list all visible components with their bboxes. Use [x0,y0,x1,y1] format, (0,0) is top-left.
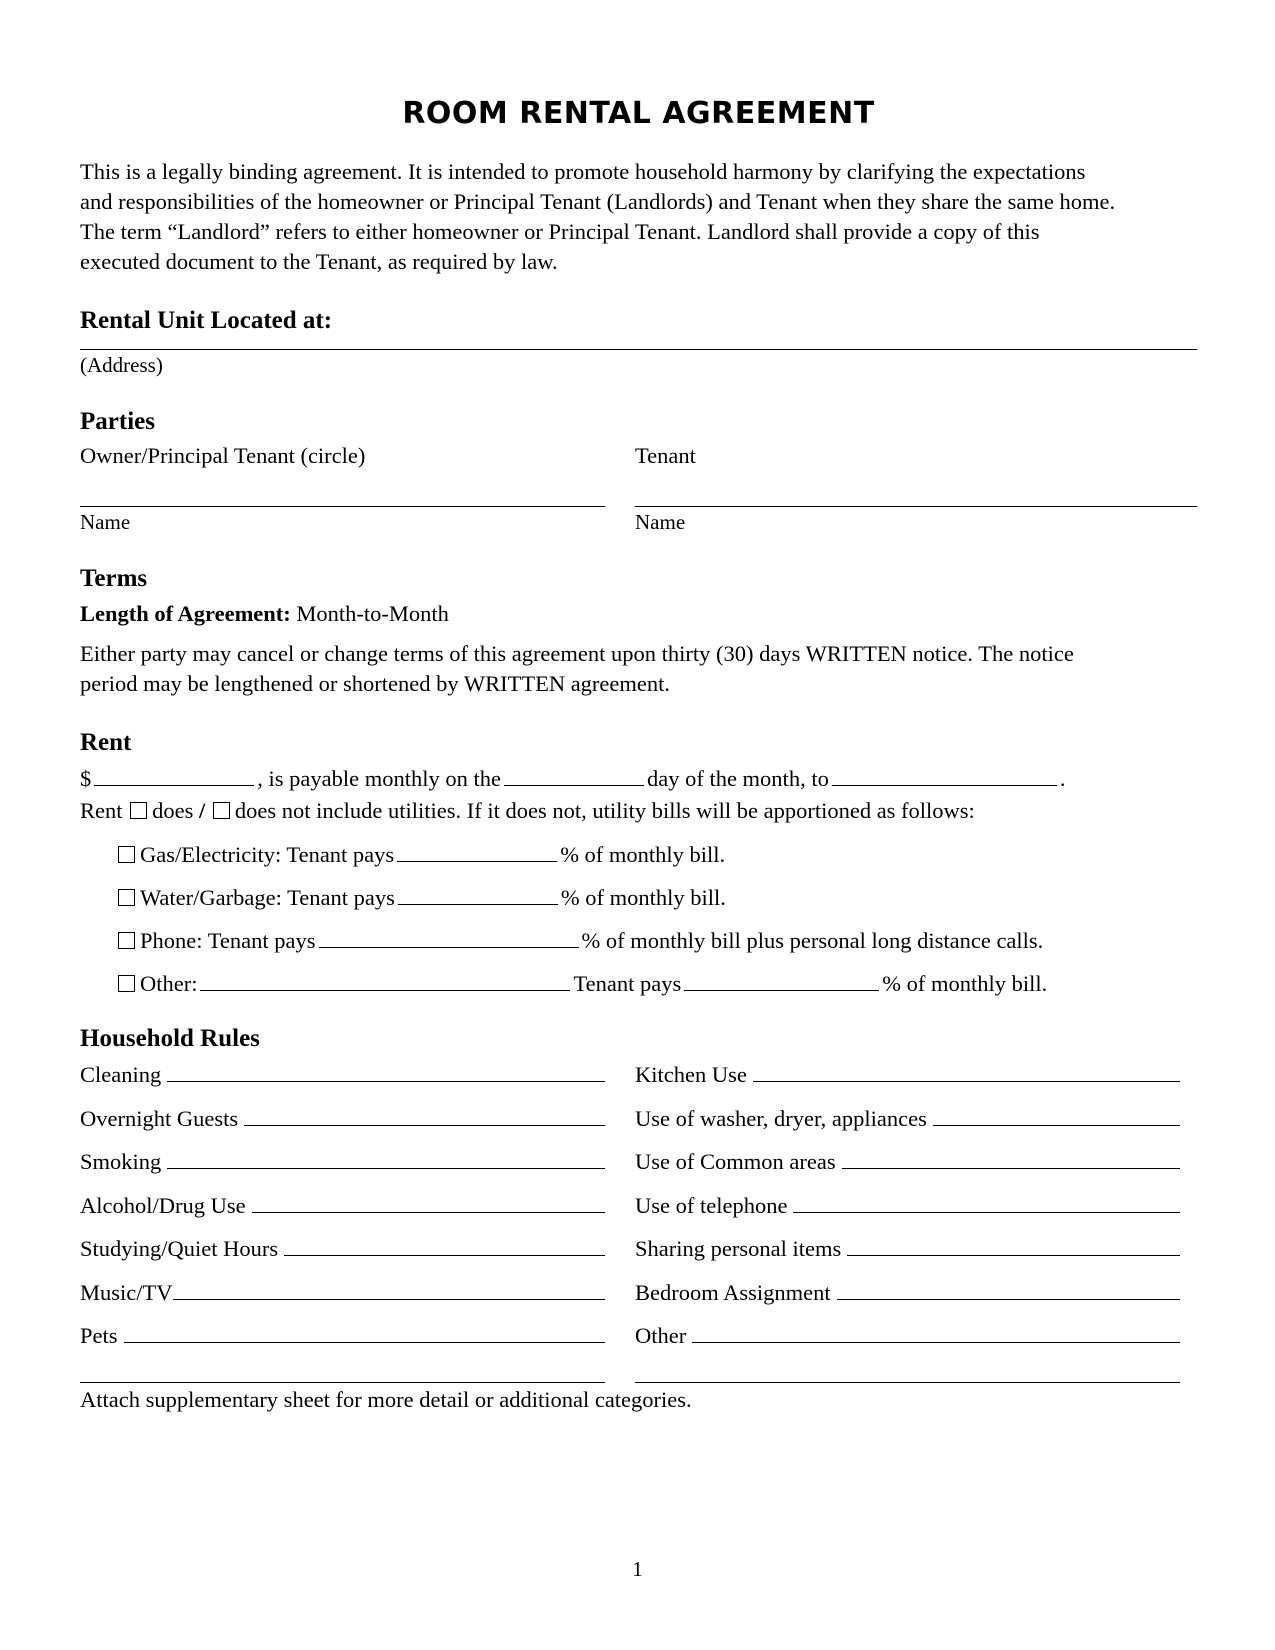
rule-blank-washer-dryer[interactable] [933,1110,1180,1126]
column-gap [605,442,635,535]
length-value: Month-to-Month [296,601,449,626]
gas-electricity-suffix: % of monthly bill. [560,842,726,867]
rule-blank-alcohol-drug-use[interactable] [252,1197,605,1213]
address-blank-line[interactable] [80,349,1197,350]
phone-suffix: % of monthly bill plus personal long distance calls. [581,928,1044,953]
phone-percent-blank[interactable] [319,929,579,948]
rule-blank-extra-left[interactable] [80,1366,605,1383]
rent-day-text: day of the month, to [646,766,829,791]
rule-row-kitchen-use [635,1061,1180,1089]
rule-label-kitchen-use: Kitchen Use [635,1062,747,1087]
rule-blank-telephone[interactable] [793,1197,1180,1213]
rent-payee-blank[interactable] [832,767,1057,786]
rent-period: . [1059,766,1066,791]
rule-label-smoking: Smoking [80,1149,162,1174]
rule-blank-kitchen-use[interactable] [753,1066,1180,1082]
water-garbage-suffix: % of monthly bill. [560,885,726,910]
checkbox-water-garbage[interactable] [118,889,135,906]
checkbox-does-not[interactable] [213,802,230,819]
rule-label-sharing-personal-items: Sharing personal items [635,1236,842,1261]
rent-amount-blank[interactable] [94,767,254,786]
page-title: ROOM RENTAL AGREEMENT [402,96,875,131]
attachment-note: Attach supplementary sheet for more detail or additional categories. [80,1386,692,1412]
owner-name-label: Name [80,510,131,534]
rule-row-extra-left [80,1366,605,1383]
household-rules-right-column [635,1061,1180,1383]
parties-heading: Parties [80,408,155,435]
utility-row-other [116,969,1197,999]
owner-name-line[interactable] [80,506,605,507]
rule-blank-music-tv[interactable] [173,1284,606,1300]
rule-label-telephone: Use of telephone [635,1192,788,1218]
checkbox-phone[interactable] [118,932,135,949]
other-utility-label: Other: [140,971,198,996]
rule-row-pets [80,1322,605,1350]
rule-row-telephone [635,1192,1180,1220]
rent-day-blank[interactable] [504,767,644,786]
utility-row-phone [116,926,1197,956]
address-label: (Address) [80,353,163,377]
owner-column [80,442,605,535]
rental-unit-heading: Rental Unit Located at: [80,307,333,334]
rent-amount-line [80,763,1197,795]
rule-label-common-areas: Use of Common areas [635,1149,836,1174]
rule-row-cleaning [80,1061,605,1089]
gas-electricity-percent-blank[interactable] [397,843,557,862]
rent-word: Rent [80,798,123,823]
rule-blank-bedroom-assignment[interactable] [837,1284,1180,1300]
rule-label-alcohol-drug-use: Alcohol/Drug Use [80,1192,246,1218]
notice-paragraph: Either party may cancel or change terms of this agreement upon thirty (30) days WRITTEN notice. The notice period may be lengthened or shortened by WRITTEN agreement. [80,641,1074,696]
checkbox-does[interactable] [130,802,147,819]
dollar-sign: $ [80,766,92,791]
tenant-name-label: Name [635,510,686,534]
rule-label-overnight-guests: Overnight Guests [80,1105,239,1131]
phone-label: Phone: Tenant pays [140,928,316,953]
rule-row-smoking [80,1148,605,1176]
rule-row-sharing-personal-items [635,1235,1180,1263]
terms-heading: Terms [80,565,148,592]
does-label: does [152,798,194,823]
rule-blank-overnight-guests[interactable] [244,1110,605,1126]
checkbox-gas-electricity[interactable] [118,846,135,863]
other-utility-percent-blank[interactable] [684,972,879,991]
rule-row-music-tv [80,1279,605,1307]
rule-label-other: Other [635,1323,687,1348]
other-utility-suffix: % of monthly bill. [882,971,1048,996]
rule-blank-studying-quiet-hours[interactable] [284,1240,605,1256]
gas-electricity-label: Gas/Electricity: Tenant pays [140,842,395,867]
rule-blank-smoking[interactable] [167,1153,605,1169]
household-rules-grid [80,1061,1197,1383]
utility-row-gas [116,840,1197,870]
rule-blank-extra-right[interactable] [635,1366,1180,1383]
length-label: Length of Agreement: [80,601,291,626]
rule-row-overnight-guests [80,1105,605,1133]
slash-separator: / [199,798,206,823]
owner-label: Owner/Principal Tenant (circle) [80,443,366,468]
checkbox-other-utility[interactable] [118,975,135,992]
rent-payable-text: , is payable monthly on the [257,766,501,791]
rule-row-washer-dryer [635,1105,1180,1133]
rule-row-alcohol-drug-use [80,1192,605,1220]
rule-blank-sharing-personal-items[interactable] [847,1240,1180,1256]
rule-blank-other[interactable] [692,1327,1180,1343]
utility-row-water [116,883,1197,913]
rule-row-other [635,1322,1180,1350]
rule-row-studying-quiet-hours [80,1235,605,1263]
household-rules-left-column [80,1061,605,1383]
rule-label-washer-dryer: Use of washer, dryer, appliances [635,1105,927,1131]
page-number: 1 [632,1557,643,1581]
tenant-column [635,442,1197,535]
rule-label-cleaning: Cleaning [80,1062,162,1087]
tenant-label: Tenant [635,443,696,468]
length-of-agreement [80,599,1197,629]
rule-row-bedroom-assignment [635,1279,1180,1307]
other-utility-mid: Tenant pays [573,971,682,996]
rule-label-bedroom-assignment: Bedroom Assignment [635,1279,831,1305]
rule-label-pets: Pets [80,1323,118,1348]
does-not-label: does not include utilities. If it does not, utility bills will be apportioned as follows: [234,798,975,823]
other-utility-name-blank[interactable] [200,972,570,991]
rule-blank-pets[interactable] [124,1327,605,1343]
household-rules-heading: Household Rules [80,1025,260,1052]
tenant-name-line[interactable] [635,506,1197,507]
rule-blank-common-areas[interactable] [842,1153,1180,1169]
rule-label-music-tv: Music/TV [80,1279,173,1305]
rent-heading: Rent [80,729,132,756]
parties-row [80,442,1197,535]
rule-row-extra-right [635,1366,1180,1383]
rule-blank-cleaning[interactable] [167,1066,605,1082]
water-garbage-label: Water/Garbage: Tenant pays [140,885,395,910]
intro-paragraph: This is a legally binding agreement. It is intended to promote household harmony by clarifying the expectations and responsibilities of the homeowner or Principal Tenant (Landlords) and Tenant when they share the same home. The term “Landlord” refers to either homeowner or Principal Tenant. Landlord shall provide a copy of this executed document to the Tenant, as required by law. [80,159,1116,274]
rule-label-studying-quiet-hours: Studying/Quiet Hours [80,1236,279,1261]
rule-row-common-areas [635,1148,1180,1176]
rent-utilities-line [80,795,1197,827]
water-garbage-percent-blank[interactable] [398,886,558,905]
